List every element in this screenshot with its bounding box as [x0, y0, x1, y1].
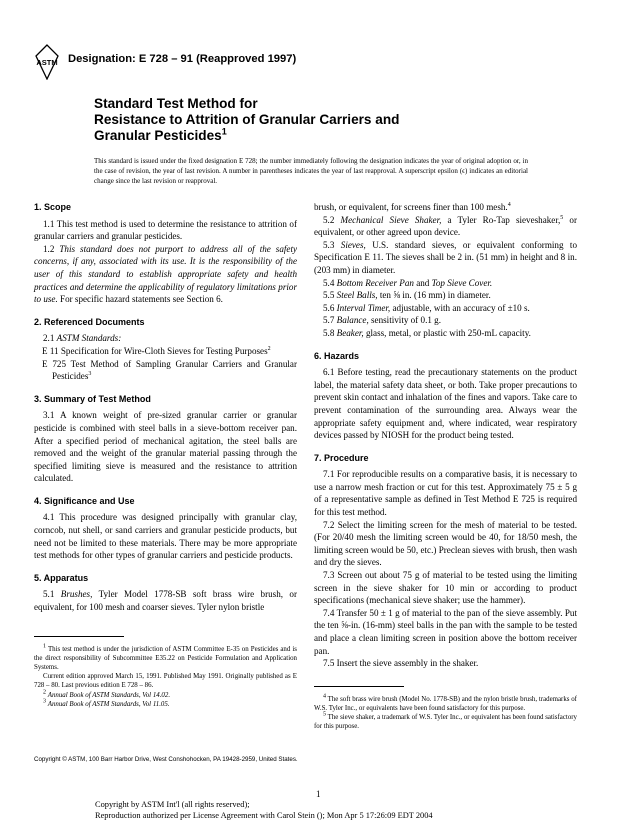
copyright-line-2: Reproduction authorized per License Agreement with Carol Stein (); Mon Apr 5 17:26:09 EDT 2004 [95, 810, 433, 820]
footnote-rule-right [314, 686, 404, 687]
astm-logo [34, 44, 60, 80]
para-5-2: 5.2 Mechanical Sieve Shaker, a Tyler Ro-Tap sieveshaker,$^5$ or equivalent, or other agreed upon device. [314, 214, 577, 238]
section-heading-scope: 1. Scope [34, 202, 72, 212]
footer-address: Copyright © ASTM, 100 Barr Harbor Drive, West Conshohocken, PA 19428-2959, United States. [34, 756, 298, 763]
title-line-2: Resistance to Attrition of Granular Carriers and [94, 112, 400, 127]
footnote-4: $^4$ The soft brass wire brush (Model No. 1778-SB) and the nylon bristle brush, trademarks of W.S. Tyler Inc., or equivalents have been found satisfactory for this purpose. [314, 693, 577, 712]
reference-e11: E 11 Specification for Wire-Cloth Sieves for Testing Purposes$^2$ [42, 345, 271, 356]
preamble: This standard is issued under the fixed designation E 728; the number immediately following the designation indicates the year of original adoption or, in the case of revision, the year of last revision. A number in parentheses indicates the year of last reapproval. A superscript epsilon (ϵ) indicates an editorial change since the last revision or reapproval. [94, 157, 528, 185]
para-5-5: 5.5 Steel Balls, ten ⅝ in. (16 mm) in diameter. [323, 290, 491, 301]
document-title [94, 96, 514, 144]
para-7-5: 7.5 Insert the sieve assembly in the shaker. [323, 658, 479, 669]
para-5-7: 5.7 Balance, sensitivity of 0.1 g. [323, 315, 441, 326]
footnote-1b: Current edition approved March 15, 1991. Published May 1991. Originally published as E 728 – 80. Last previous edition E 728 – 86. [34, 673, 297, 690]
section-heading-procedure: 7. Procedure [314, 452, 369, 463]
para-6-1: 6.1 Before testing, read the precautionary statements on the product label, the material safety data sheet, or both. Take proper precautions to prevent skin contact and inhalation of the fines and vapors. Take care to prevent contamination of the surrounding area. Always wear the appropriate safety equipment and, where indicated, wear respiratory devices passed by NIOSH for the product being tested. [314, 367, 577, 441]
para-4-1: 4.1 This procedure was designed principally with granular clay, corncob, nut shell, or sand carriers and granular pesticide products, but need not be limited to these materials. There may be more appropriate test methods for other types of granular carriers and pesticide products. [34, 512, 297, 561]
footnote-2: $^2$ Annual Book of ASTM Standards, Vol 14.02. [43, 689, 171, 699]
footnotes-left [34, 645, 297, 709]
para-3-1: 3.1 A known weight of pre-sized granular carrier or granular pesticide is combined with steel balls in a sieve-bottom receiver pan. After a specified period of mechanical agitation, the steel balls are removed and the weight of the granular material passing through the specified limiting sieve is measured and the resistance to attrition calculated. [34, 410, 297, 484]
para-7-2: 7.2 Select the limiting screen for the mesh of material to be tested. (For 20/40 mesh the limiting screen would be 40, for 18/50 mesh, the limiting screen would be 50, etc.) Preclean sieves with brush, then wash and dry the sieves. [314, 519, 577, 568]
section-heading-significance: 4. Significance and Use [34, 495, 135, 506]
para-5-6: 5.6 Interval Timer, adjustable, with an accuracy of ±10 s. [323, 302, 530, 313]
logo-text: ASTM [36, 58, 58, 67]
para-2-1: 2.1 ASTM Standards: [43, 333, 122, 344]
footnote-rule [34, 636, 124, 637]
para-5-4: 5.4 Bottom Receiver Pan and Top Sieve Cover. [323, 277, 493, 288]
footnote-1: $^1$ This test method is under the jurisdiction of ASTM Committee E-35 on Pesticides and is the direct responsibility of Subcommittee E35.22 on Pesticide Formulation and Application Systems. [34, 643, 297, 672]
title-footnote-mark: 1 [221, 126, 227, 137]
section-heading-referenced-documents: 2. Referenced Documents [34, 316, 145, 327]
para-7-3: 7.3 Screen out about 75 g of material to be tested using the limiting screen in the sieve shaker for 10 min or according to product specifications (mechanical sieve shaker; use the hammer). [314, 570, 577, 606]
copyright-notice [95, 800, 433, 821]
reference-e725: E 725 Test Method of Sampling Granular Carriers and Granular Pesticides$^3$ [42, 358, 297, 382]
designation: Designation: E 728 – 91 (Reapproved 1997) [68, 53, 297, 65]
para-1-2: 1.2 This standard does not purport to address all of the safety concerns, if any, associated with its use. It is the responsibility of the user of this standard to establish appropriate safety and health practices and determine the applicability of regulatory limitations prior to use. For specific hazard statements see Section 6. [34, 243, 298, 305]
section-heading-hazards: 6. Hazards [314, 350, 360, 361]
para-1-1: 1.1 This test method is used to determine the resistance to attrition of granular carriers and granular pesticides. [34, 218, 297, 242]
para-7-1: 7.1 For reproducible results on a comparative basis, it is necessary to use a narrow mesh fraction or cut for this test. Approximately 75 ± 5 g of a representative sample as defined in Test Method E 725 is required for this test method. [314, 469, 577, 518]
copyright-line-1: Copyright by ASTM Int'l (all rights reserved); [95, 800, 250, 809]
para-5-8: 5.8 Beaker, glass, metal, or plastic with 250-mL capacity. [323, 327, 531, 338]
left-column [34, 201, 297, 709]
page-number: 1 [316, 789, 321, 799]
footnotes-right [314, 695, 577, 732]
title-line-3: Granular Pesticides$^1$ [94, 126, 227, 143]
section-heading-apparatus: 5. Apparatus [34, 572, 89, 583]
right-column [314, 201, 577, 732]
title-line-1: Standard Test Method for [94, 96, 258, 111]
para-5-1: 5.1 Brushes, Tyler Model 1778-SB soft brass wire brush, or equivalent, for 100 mesh and coarser sieves. Tyler nylon bristle [34, 589, 297, 613]
para-7-4: 7.4 Transfer 50 ± 1 g of material to the pan of the sieve assembly. Put the ten ⅝-in. (16-mm) steel balls in the pan with the sample to be tested and place a clean limiting screen in position above the bottom receiver pan. [314, 607, 577, 656]
para-5-3: 5.3 Sieves, U.S. standard sieves, or equivalent conforming to Specification E 11. The sieves shall be 2 in. (51 mm) in height and 8 in. (203 mm) in diameter. [314, 239, 577, 275]
section-heading-summary: 3. Summary of Test Method [34, 393, 151, 404]
footnote-5: $^5$ The sieve shaker, a trademark of W.S. Tyler Inc., or equivalent has been found satisfactory for this purpose. [314, 711, 577, 731]
footnote-3: $^3$ Annual Book of ASTM Standards, Vol 11.05. [43, 698, 170, 708]
para-5-1-continued: brush, or equivalent, for screens finer than 100 mesh.$^4$ [314, 201, 511, 212]
